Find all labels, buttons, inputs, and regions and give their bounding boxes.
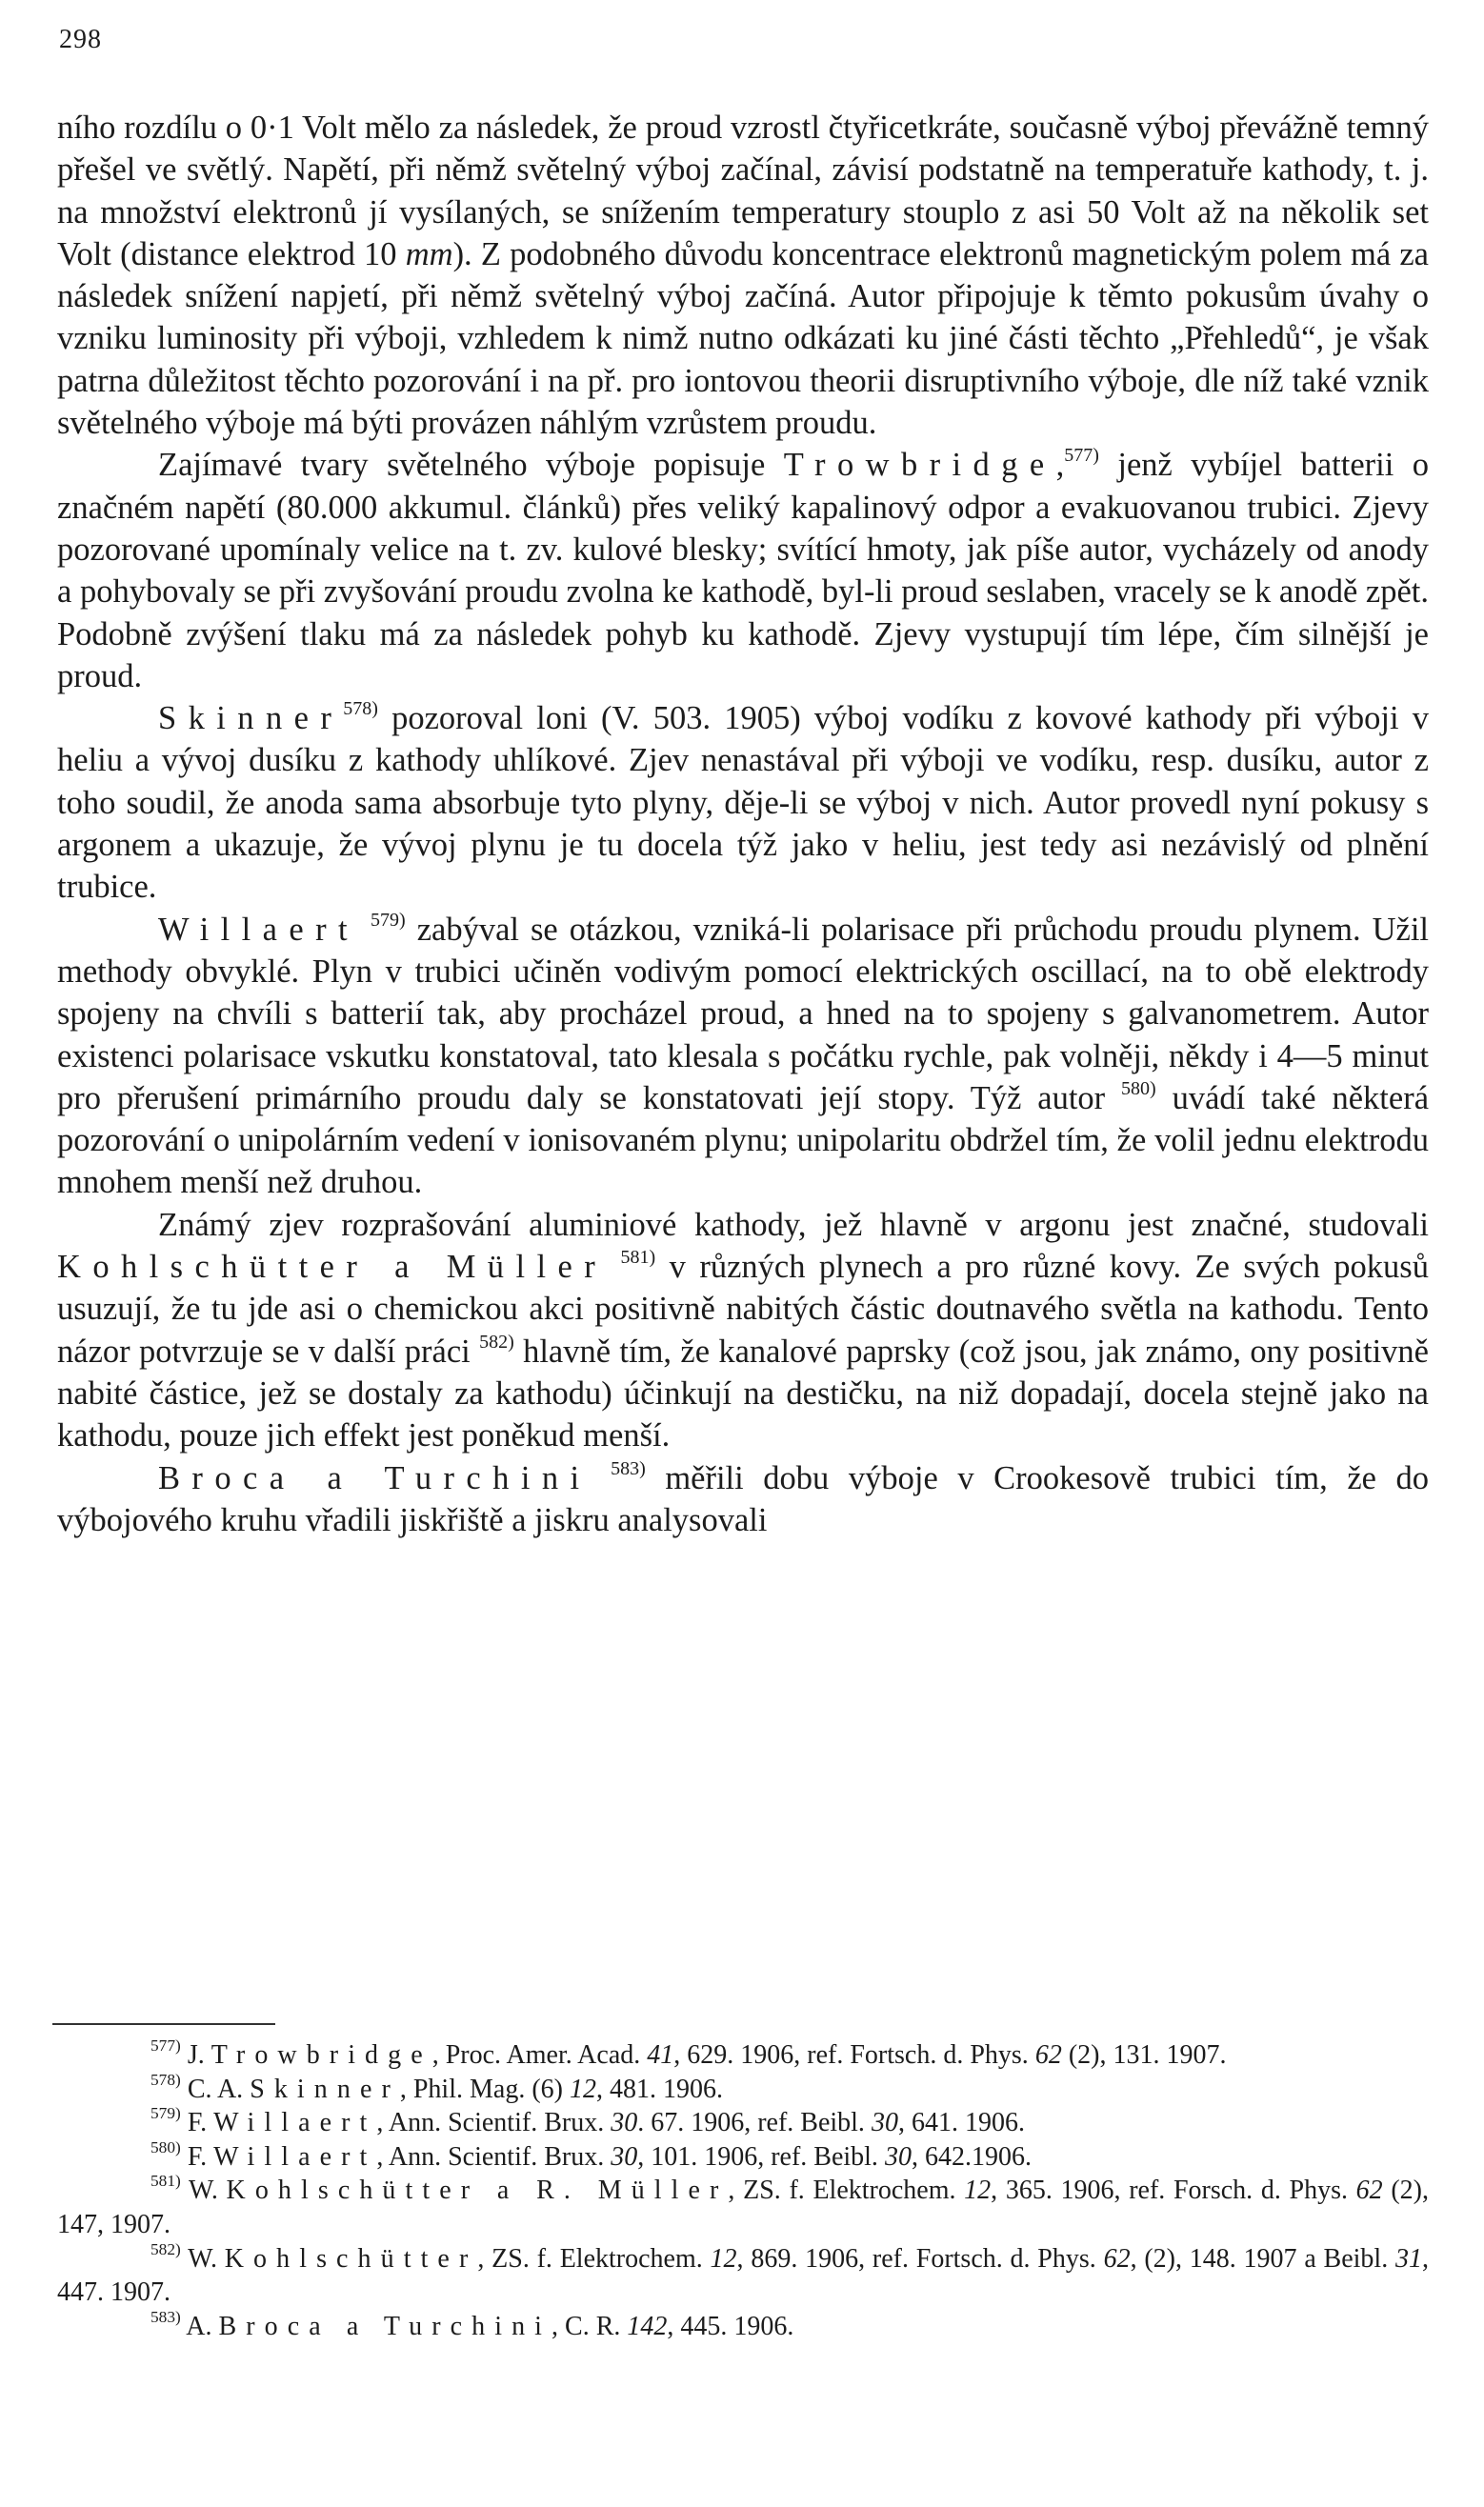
author-name: Broca a Turchini [218,2311,552,2341]
footnote-reference: 580) [150,2137,181,2156]
text-run: (2), 147, 1907. [57,2176,1429,2239]
footnote [57,2137,1429,2175]
text-run: , 641. 1906. [897,2108,1025,2138]
text-run [592,1460,612,1496]
text-run: zabýval se otázkou, vzniká-li polarisace při průchodu proudu plynem. Užil methody obvyklé. Plyn v trubici učiněn vodivým pomocí elektrických oscillací, na to obě elektrody spojeny na chvíli s batterií tak, aby procházel proud, a hned na to spojeny s galvanometrem. Autor existenci polarisace vskutku konstatoval, tato klesala s počátku rychle, pak volněji, někdy i 4—5 minut pro přerušení primárního proudu daly se konstatovati její stopy. Týž autor [57,911,1429,1116]
text-run: , Phil. Mag. (6) [399,2074,570,2104]
text-run: , 101. 1906, ref. Beibl. [637,2141,885,2172]
text-run: jenž vybíjel batterii o značném napětí (80.000 akkumul. článků) přes veliký kapalinový odpor a evakuovanou trubici. Zjevy pozorované upomínaly velice na t. zv. kulové blesky; svítící hmoty, jak píše autor, vycházely od anody a pohybovaly se při zvyšování proudu zvolna ke kathodě, byl-li proud seslaben, vracely se k anodě zpět. Podobně zvýšení tlaku má za následek pohyb ku kathodě. Zjevy vystupují tím lépe, čím silnější je proud. [57,447,1429,694]
text-run: , Ann. Scientif. Brux. [376,2108,612,2138]
italic-text: 30 [611,2108,638,2138]
author-name: Kohlschütter [224,2243,478,2274]
text-run: . 67. 1906, ref. Beibl. [637,2108,872,2138]
footnote-reference: 577) [150,2036,181,2055]
paragraph [57,107,1429,444]
author-name: Willaert [158,911,359,948]
footnote-reference: 580) [1121,1077,1156,1099]
footnote-reference: 579) [371,909,406,931]
text-run: , 365. 1906, ref. Forsch. d. Phys. [991,2176,1356,2206]
text-run [359,912,371,948]
body-text [57,107,1429,1541]
footnote [57,2174,1429,2241]
footnote-reference: 578) [150,2070,181,2089]
text-run: měřili dobu výboje v Crookesově trubici tím, že do výbojového kruhu vřadili jiskřiště a jiskru analysovali [57,1459,1430,1538]
italic-text: 41 [647,2040,674,2070]
footnote-reference: 581) [620,1247,656,1269]
paragraph [57,444,1429,697]
text-run: ). Z podobného důvodu koncentrace elektronů magnetickým polem má za následek snížení napjetí, při němž světelný výboj začíná. Autor připojuje k těmto pokusům úvahy o vzniku luminosity při výboji, vzhledem k nimž nutno odkázati ku jiné části těchto „Přehledů“, je však patrna důležitost těchto pozorování i na př. pro iontovou theorii disruptivního výboje, dle níž také vznik světelného výboje má býti provázen náhlým vzrůstem proudu. [57,235,1429,442]
italic-text: 31 [1395,2243,1422,2274]
text-run: , 447. 1907. [57,2243,1429,2308]
author-name: Willaert [213,2108,377,2138]
italic-text: 142 [627,2311,668,2341]
author-name: Trowbridge [783,447,1056,484]
footnote-reference: 581) [150,2172,181,2191]
text-run: , C. R. [551,2311,628,2341]
footnote [57,2307,1429,2344]
text-run: pozoroval loni (V. 503. 1905) výboj vodíku z kovové kathody při výboji v heliu a vývoj dusíku z kathody uhlíkové. Zjev nenastával při výboji ve vodíku, resp. dusíku, autor z toho soudil, že anoda sama absorbuje tyto plyny, děje-li se výboj v nich. Autor provedl nyní pokusy s argonem a ukazuje, že vývoj plynu je tu docela týž jako v heliu, jest tedy asi nezávislý od plnění trubice. [57,700,1429,906]
italic-text: 30 [871,2108,898,2138]
footnote [57,2070,1429,2107]
author-name: Trowbridge [211,2040,432,2070]
paragraph [57,909,1429,1204]
footnote-reference: 577) [1064,445,1099,467]
text-run: , [1055,447,1065,484]
italic-text: mm [405,235,453,272]
footnotes [57,2038,1429,2343]
text-run: J. [180,2040,211,2070]
italic-text: 62 [1034,2040,1062,2070]
paragraph [57,697,1429,908]
text-run: C. A. [180,2074,251,2104]
author-name: Kohlschütter a R. Müller [226,2176,729,2206]
footnote-reference: 582) [150,2239,181,2258]
text-run: , Proc. Amer. Acad. [431,2040,648,2070]
text-run: , Ann. Scientif. Brux. [376,2141,612,2172]
text-run: , 642.1906. [911,2141,1032,2172]
footnote [57,2038,1429,2073]
italic-text: 12 [569,2074,596,2104]
text-run: Známý zjev rozprašování aluminiové kathody, jež hlavně v argonu jest značné, studovali [158,1206,1429,1243]
italic-text: 30 [611,2141,638,2172]
author-name: Kohlschütter a Müller [57,1249,608,1286]
text-run: , 481. 1906. [595,2074,723,2104]
italic-text: 62 [1355,2176,1383,2206]
text-run: , (2), 148. 1907 a Beibl. [1130,2243,1395,2274]
text-run: , ZS. f. Elektrochem. [728,2176,965,2206]
text-run: , 445. 1906. [667,2311,794,2341]
italic-text: 62 [1103,2243,1131,2274]
text-run: (2), 131. 1907. [1061,2040,1227,2070]
text-run: A. [180,2311,219,2341]
italic-text: 12 [964,2176,992,2206]
footnote-reference: 582) [479,1331,514,1353]
text-run [607,1249,620,1285]
author-name: Willaert [213,2141,377,2172]
footnote-reference: 579) [150,2104,181,2123]
footnote-divider [52,2023,275,2025]
text-run: W. [180,2243,225,2274]
italic-text: 30 [884,2141,912,2172]
text-run: v různých plynech a pro různé kovy. Ze svých pokusů usuzují, že tu jde asi o chemickou akci positivně nabitých částic doutnavého světla na kathodu. Tento názor potvrzuje se v další práci [57,1249,1429,1370]
author-name: Broca a Turchini [158,1459,592,1496]
italic-text: 12 [710,2243,737,2274]
text-run: , 629. 1906, ref. Fortsch. d. Phys. [673,2040,1035,2070]
footnote-reference: 578) [343,698,378,720]
text-run: F. [180,2108,214,2138]
author-name: Skinner [250,2074,400,2104]
text-run: Zajímavé tvary světelného výboje popisuje [158,447,784,484]
text-run: , ZS. f. Elektrochem. [477,2243,711,2274]
footnote-reference: 583) [150,2307,181,2326]
text-run: uvádí také některá pozorování o unipolárním vedení v ionisovaném plynu; unipolaritu obdržel tím, že volil jednu elektrodu mnohem menší než druhou. [57,1079,1430,1201]
footnote [57,2106,1429,2140]
text-run: F. [180,2141,214,2172]
paragraph [57,1204,1429,1457]
footnote-reference: 583) [611,1457,646,1479]
text-run: W. [180,2176,227,2206]
footnote [57,2239,1429,2310]
page-number: 298 [59,25,102,54]
paragraph [57,1457,1429,1542]
author-name: Skinner [158,700,344,737]
text-run: hlavně tím, že kanalové paprsky (což jsou, jak známo, ony positivně nabité částice, jež se dostaly za kathodu) účinkují na destičku, na niž dopadají, docela stejně jako na kathodu, pouze jich effekt jest poněkud menší. [57,1333,1429,1454]
text-run: ního rozdílu o 0·1 Volt mělo za následek, že proud vzrostl čtyřicetkráte, současně výboj převážně temný přešel ve světlý. Napětí, při němž světelný výboj začínal, závisí podstatně na temperatuře kathody, t. j. na množství elektronů jí vysílaných, se snížením temperatury stouplo z asi 50 Volt až na několik set Volt (distance elektrod 10 [57,110,1429,272]
text-run: , 869. 1906, ref. Fortsch. d. Phys. [736,2243,1104,2274]
